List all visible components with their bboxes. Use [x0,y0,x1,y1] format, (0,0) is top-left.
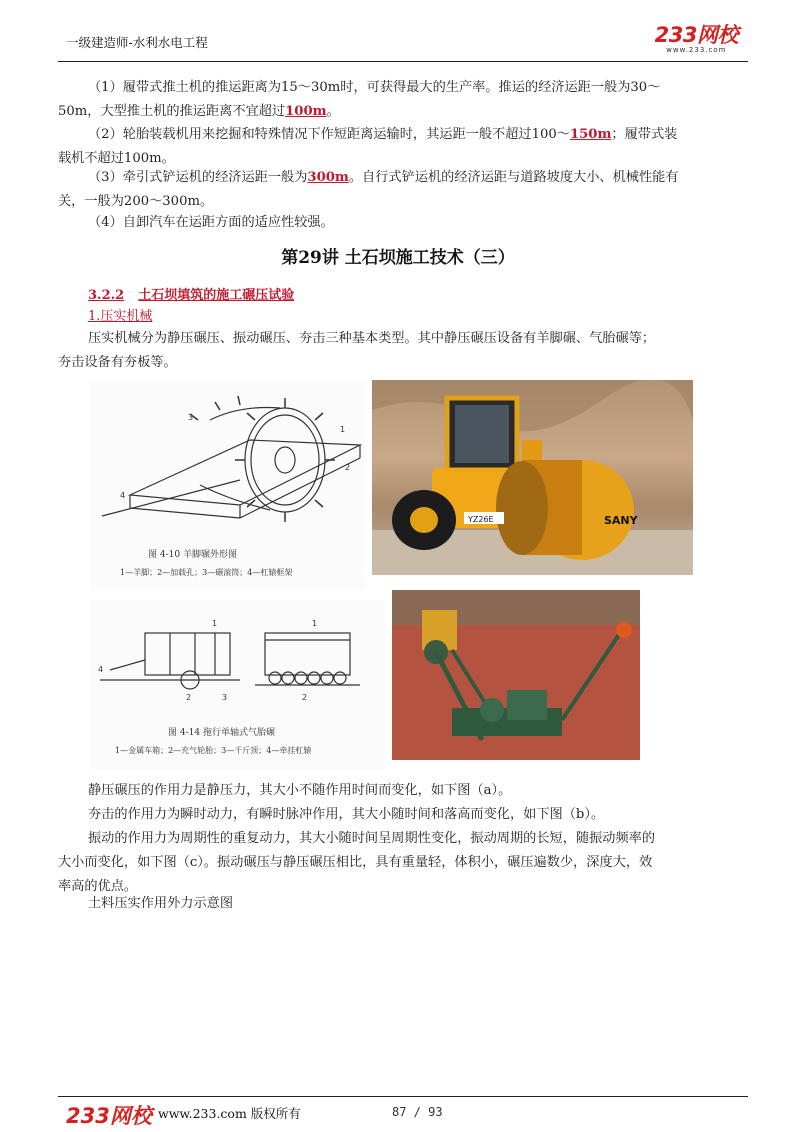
svg-text:2: 2 [186,693,192,702]
text-line: （2）轮胎装载机用来挖掘和特殊情况下作短距离运输时，其运距一般不超过100～ [88,127,570,142]
figure-caption-4-14: 图 4-14 拖行单轴式气胎碾 [168,728,275,738]
text-line: （4）自卸汽车在运距方面的适应性较强。 [88,215,334,230]
pneumatic-roller-drawing [90,600,385,770]
photo-vibratory-roller [372,380,693,575]
text-line: 静压碾压的作用力是静压力，其大小不随作用时间而变化，如下图（a）。 [88,783,512,798]
figure-sheepsfoot-roller [90,380,365,590]
page-header [58,24,748,58]
figure-caption-4-10: 图 4-10 羊脚辗外形图 [148,550,237,560]
svg-text:2: 2 [345,463,351,472]
text-line: ；履带式装 [611,127,678,142]
paragraph-scraper [58,166,738,214]
text-line: 。自行式铲运机的经济运距与道路坡度大小、机械性能有 [348,170,679,185]
subheading-rolling-test [88,284,294,303]
svg-text:3: 3 [188,413,194,422]
header-divider [58,61,748,62]
paragraph-bulldozer [58,76,738,124]
figure-pneumatic-roller [90,600,385,770]
section-title: 第29讲 土石坝施工技术（三） [281,248,515,268]
text-line: 土料压实作用外力示意图 [88,896,234,911]
paragraph-vibration-force [58,827,738,899]
svg-text:4: 4 [98,665,104,674]
text-line: 载机不超过100m。 [58,151,175,166]
subheading-number: 3.2.2 [88,288,125,303]
paragraph-intro-cont [58,351,738,375]
figure-legend-4-14: 1—金属车箱；2—充气轮胎；3—千斤顶；4—牵挂杠辕 [115,746,312,755]
svg-text:2: 2 [302,693,308,702]
highlight-300m: 300m [307,170,349,185]
brand-logo[interactable] [655,24,738,54]
text-line: （1）履带式推土机的推运距离为15～30m时，可获得最大的生产率。推运的经济运距一般为30～ [88,80,661,95]
paragraph-static-force [58,779,738,803]
paragraph-loader [58,123,738,171]
paragraph-dump-truck [58,211,738,235]
text-line: 率高的优点。 [58,879,138,894]
highlight-150m: 150m [569,127,612,142]
page-number: 87 / 93 [392,1105,443,1119]
text-line: 夯击的作用力为瞬时动力，有瞬时脉冲作用，其大小随时间和落高而变化，如下图（b）。 [88,807,605,822]
text-line: 压实机械分为静压碾压、振动碾压、夯击三种基本类型。其中静压碾压设备有羊脚碾、气胎碾等； [88,331,656,346]
roller-illustration [372,380,693,575]
svg-text:4: 4 [120,491,126,500]
highlight-100m: 100m [285,104,327,119]
paragraph-figure-title [58,892,738,916]
svg-text:1: 1 [312,619,318,628]
footer-copyright: www.233.com 版权所有 [158,1106,301,1121]
roller-model-label: YZ26E [468,515,494,524]
text-line: 。 [326,104,340,119]
svg-text:1: 1 [212,619,218,628]
figure-legend-4-10: 1—羊脚；2—加载孔；3—碾滚筒；4—杠辕框架 [120,568,293,577]
text-line: 振动的作用力为周期性的重复动力，其大小随时间呈周期性变化，振动周期的长短，随振动频率的 [88,831,656,846]
text-line: 夯击设备有夯板等。 [58,355,177,370]
roller-brand-label: SANY [604,514,638,527]
text-line: 关，一般为200～300m。 [58,194,214,209]
compactor-illustration [392,590,640,760]
subheading-text: 土石坝填筑的施工碾压试验 [138,288,295,303]
text-line: 50m，大型推土机的推运距离不宜超过 [58,104,286,119]
svg-text:3: 3 [222,693,228,702]
photo-plate-compactor [392,590,640,760]
paragraph-intro [88,327,738,351]
svg-text:1: 1 [340,425,346,434]
footer-divider [58,1096,748,1097]
header-title: 一级建造师-水利水电工程 [66,35,208,50]
logo-url: www.233.com [666,46,727,54]
paragraph-impact-force [58,803,738,827]
text-line: （3）牵引式铲运机的经济运距一般为 [88,170,308,185]
sheepsfoot-roller-drawing [90,380,365,590]
text-line: 大小而变化，如下图（c）。振动碾压与静压碾压相比，具有重量轻，体积小，碾压遍数少，深度大，效 [58,855,653,870]
subheading-compaction-machinery: 1.压实机械 [88,309,153,324]
footer-logo[interactable]: 233网校 [66,1104,152,1128]
logo-text: 233网校 [654,23,738,47]
